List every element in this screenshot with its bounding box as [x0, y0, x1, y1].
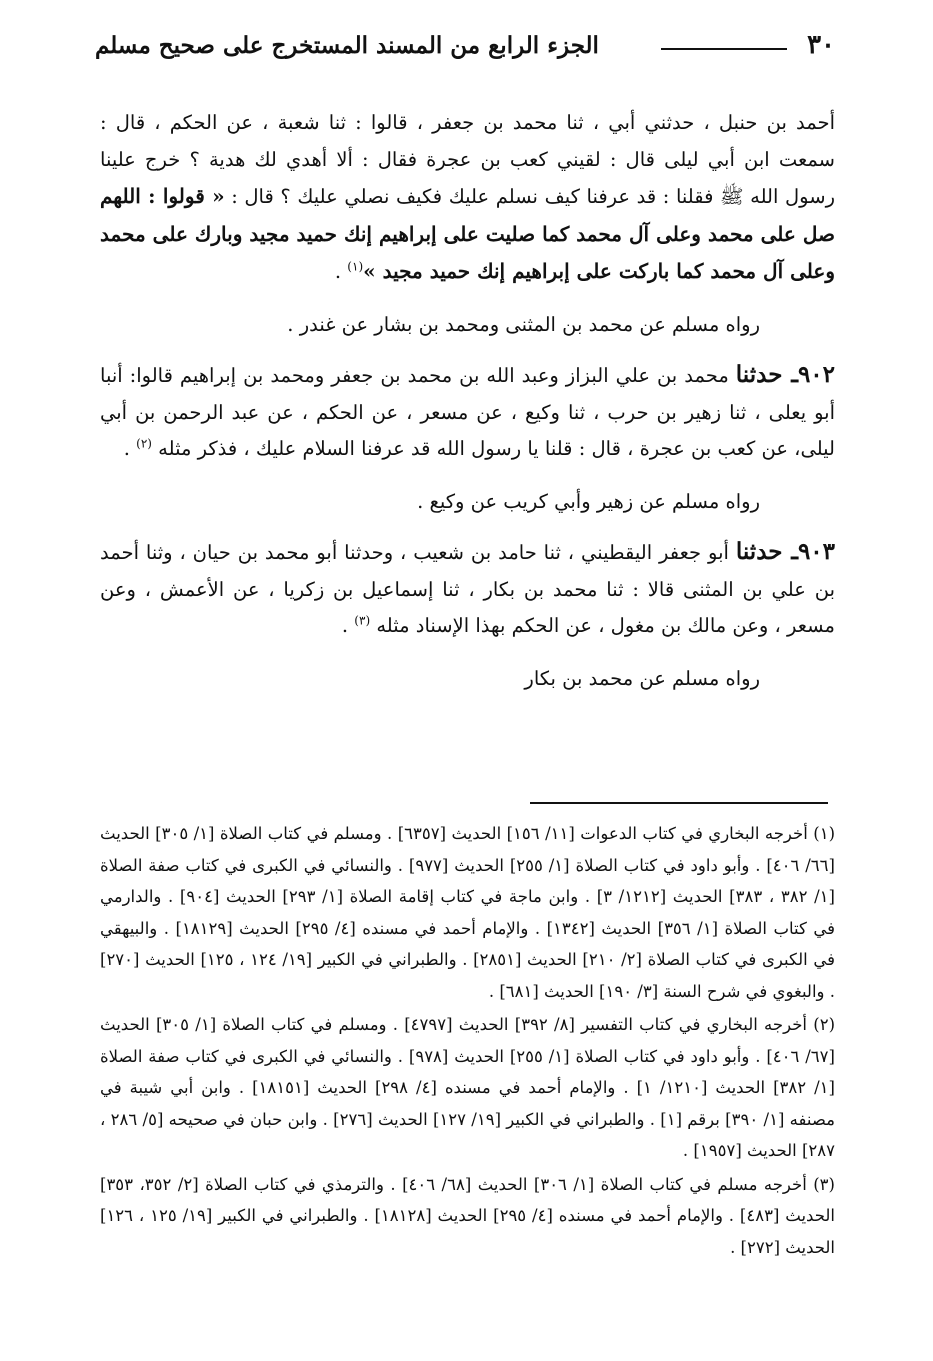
- page-number: ٣٠: [807, 30, 835, 60]
- haddathana-label: ـ حدثنا: [735, 361, 798, 388]
- hadith-text: محمد بن علي البزاز وعبد الله بن محمد بن جعفر ومحمد بن إبراهيم قالوا: أنبا أبو يعلى ، ثنا زهير بن حرب ، ثنا وكيع ، عن مسعر ، عن الحكم ، عن عبد الرحمن بن أبي ليلى، عن كعب بن عجرة ، قال : قلنا يا رسول الله قد عرفنا السلام عليك ، فذكر مثله: [100, 364, 835, 460]
- footnote-3: [100, 1169, 835, 1264]
- hadith-902: [100, 357, 835, 468]
- footnote-mark: (٣): [813, 1174, 835, 1194]
- running-title: الجزء الرابع من المسند المستخرج على صحيح مسلم: [95, 32, 599, 59]
- footnote-mark: (٢): [813, 1015, 835, 1034]
- prophetic-quote: « قولوا : اللهم صل على محمد وعلى آل محمد كما صليت على إبراهيم إنك حميد مجيد وبارك على محمد وعلى آل محمد كما باركت على إبراهيم إنك حميد مجيد »: [100, 184, 835, 283]
- sentence-end: .: [341, 614, 349, 637]
- footnote-text: أخرجه البخاري في كتاب التفسير [٨/ ٣٩٢] الحديث [٤٧٩٧] . ومسلم في كتاب الصلاة [١/ ٣٠٥] الحديث [٦٧/ ٤٠٦] . وأبو داود في كتاب الصلاة [١/ ٢٥٥] الحديث [٩٧٨] . والنسائي في الكبرى في كتاب صفة الصلاة [١/ ٣٨٢] الحديث [١٢١٠/ ١] . والإمام أحمد في مسنده [٤/ ٢٩٨] الحديث [١٨١٥١] . وابن أبي شيبة في مصنفه [١/ ٣٩٠] برقم [١] . والطبراني في الكبير [١٩/ ١٢٧] الحديث [٢٧٦] . وابن حبان في صحيحه [٥/ ٢٨٦ ، ٢٨٧] الحديث [١٩٥٧] .: [100, 1015, 835, 1160]
- riwaya-line-3: رواه مسلم عن محمد بن بكار: [524, 666, 760, 690]
- footnote-mark: (١): [813, 824, 835, 843]
- hadith-903: [100, 534, 835, 645]
- footnote-1: [100, 818, 835, 1007]
- hadith-text: أبو جعفر اليقطيني ، ثنا حامد بن شعيب ، وحدثنا أبو محمد بن حيان ، وثنا أحمد بن علي بن المثنى قالا : ثنا محمد بن بكار ، ثنا إسماعيل بن زكريا ، عن الأعمش ، وعن مسعر ، وعن مالك بن مغول ، عن الحكم بهذا الإسناد مثله: [100, 541, 835, 637]
- main-text: [100, 105, 835, 697]
- isnad-text: أحمد بن حنبل ، حدثني أبي ، ثنا محمد بن جعفر ، قالوا : ثنا شعبة ، عن الحكم ، قال : سمعت ابن أبي ليلى قال : لقيني كعب بن عجرة فقال : ألا أهدي لك هدية ؟ خرج علينا رسول الله ﷺ فقلنا : قد عرفنا كيف نسلم عليك فكيف نصلي عليك ؟ قال :: [100, 111, 835, 208]
- riwaya-line-1: رواه مسلم عن محمد بن المثنى ومحمد بن بشار عن غندر .: [287, 312, 760, 336]
- footnote-separator: [530, 802, 828, 804]
- hadith-number: ٩٠٣: [797, 538, 835, 565]
- page-header: [95, 30, 835, 70]
- sentence-end: .: [334, 260, 342, 283]
- footnote-text: أخرجه البخاري في كتاب الدعوات [١١/ ١٥٦] الحديث [٦٣٥٧] . ومسلم في كتاب الصلاة [١/ ٣٠٥] الحديث [٦٦/ ٤٠٦] . وأبو داود في كتاب الصلاة [١/ ٢٥٥] الحديث [٩٧٧] . والنسائي في الكبرى في كتاب صفة الصلاة [١/ ٣٨٢ ، ٣٨٣] الحديث [١٢١٢/ ٣] . وابن ماجة في كتاب إقامة الصلاة [١/ ٢٩٣] الحديث [٩٠٤] . والدارمي في كتاب الصلاة [١/ ٣٥٦] الحديث [١٣٤٢] . والإمام أحمد في مسنده [٤/ ٢٩٥] الحديث [١٨١٢٩] . والبيهقي في الكبرى في كتاب الصلاة [٢/ ٢١٠] الحديث [٢٨٥١] . والطبراني في الكبير [١٩/ ١٢٤ ، ١٢٥] الحديث [٢٧٠] . والبغوي في شرح السنة [٣/ ١٩٠] الحديث [٦٨١] .: [100, 824, 835, 1001]
- hadith-number: ٩٠٢: [797, 361, 836, 388]
- footnote-2: [100, 1009, 835, 1167]
- header-rule: [661, 48, 787, 50]
- hadith-continuation: [100, 105, 835, 291]
- riwaya-line-2: رواه مسلم عن زهير وأبي كريب عن وكيع .: [417, 489, 760, 513]
- footnote-ref-1[interactable]: (١): [347, 259, 364, 274]
- haddathana-label: ـ حدثنا: [735, 538, 798, 565]
- footnote-ref-2[interactable]: (٢): [136, 436, 152, 451]
- footnotes: [100, 818, 835, 1265]
- sentence-end: .: [123, 437, 130, 460]
- footnote-ref-3[interactable]: (٣): [354, 613, 371, 628]
- footnote-text: أخرجه مسلم في كتاب الصلاة [١/ ٣٠٦] الحديث [٦٨/ ٤٠٦] . والترمذي في كتاب الصلاة [٢/ ٣٥٢، ٣٥٣] الحديث [٤٨٣] . والإمام أحمد في مسنده [٤/ ٢٩٥] الحديث [١٨١٢٨] . والطبراني في الكبير [١٩/ ١٢٥ ، ١٢٦] الحديث [٢٧٢] .: [100, 1174, 835, 1257]
